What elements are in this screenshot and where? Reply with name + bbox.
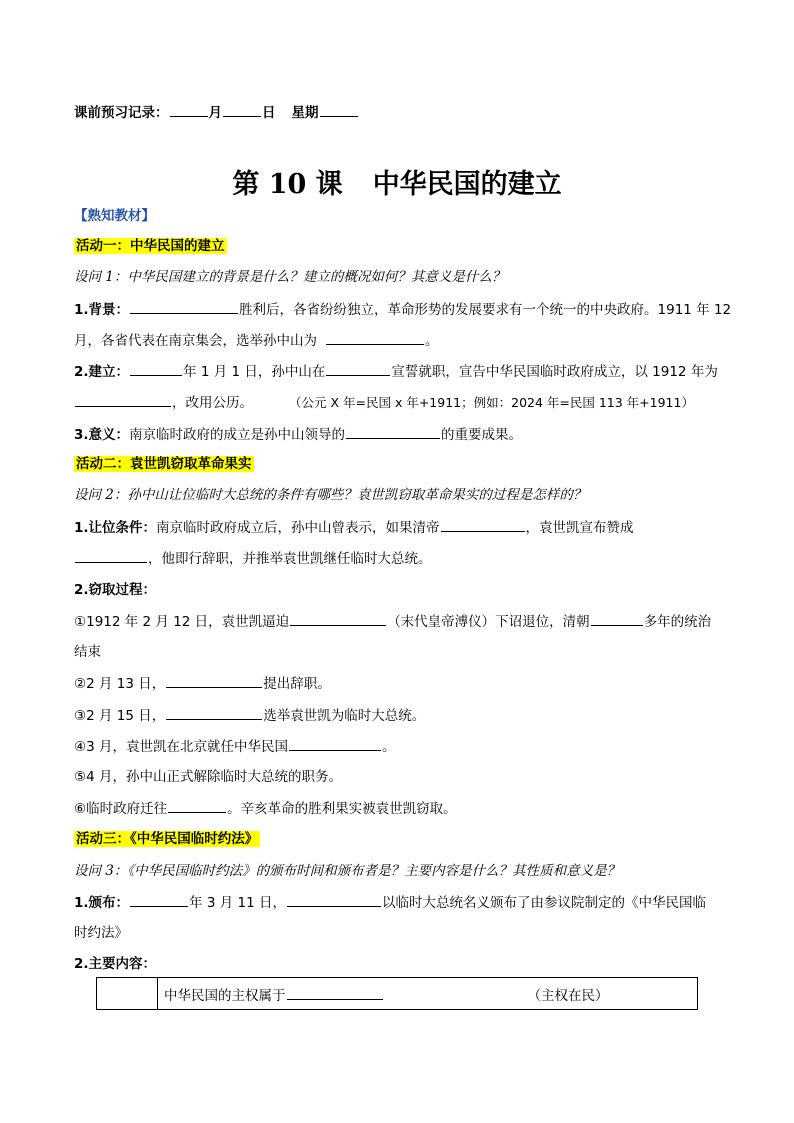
process-item-4: [74, 737, 395, 756]
forced-blank[interactable]: [290, 612, 386, 626]
process-item-1-cont: 结束: [74, 644, 101, 660]
condition-label: 1.让位条件：: [74, 520, 157, 536]
process6-text1: ⑥临时政府迁往: [74, 801, 168, 817]
process1-text2: （末代皇帝溥仪）下诏退位，清朝: [387, 614, 590, 630]
publish-text2: 以临时大总统名义颁布了由参议院制定的《中华民国临: [381, 895, 706, 911]
activity3-publish-line1: [74, 893, 706, 912]
process3-text1: ③2 月 15 日，: [74, 708, 166, 724]
publish-year-blank[interactable]: [130, 893, 188, 907]
significance-label: 3.意义：: [74, 427, 130, 443]
elected-blank[interactable]: [326, 331, 424, 345]
lesson-name: 中华民国的建立: [372, 169, 562, 200]
significance-blank[interactable]: [346, 425, 440, 439]
process2-text2: 提出辞职。: [263, 676, 331, 692]
office-blank[interactable]: [289, 737, 381, 751]
lesson-number: 第 10 课: [232, 169, 343, 200]
capital-blank[interactable]: [168, 799, 226, 813]
condition-text3: ，他即行辞职，并推举袁世凯继任临时大总统。: [148, 551, 432, 567]
activity1-establish-line1: [74, 362, 718, 381]
sovereignty-note: （主权在民）: [527, 987, 609, 1004]
place-blank[interactable]: [326, 362, 390, 376]
weekday-blank[interactable]: [320, 103, 358, 117]
process1-text1: ①1912 年 2 月 12 日，袁世凯逼迫: [74, 614, 290, 630]
activity2-condition-line1: [74, 518, 634, 537]
process-item-1: [74, 612, 711, 631]
background-text2: 月，各省代表在南京集会，选举孙中山为: [74, 333, 317, 349]
establish-text3: ，改用公历。: [172, 395, 253, 411]
day-blank[interactable]: [223, 103, 261, 117]
activity2-condition-line2: [74, 549, 432, 568]
activity1-question: 设问 1：中华民国建立的背景是什么？建立的概况如何？其意义是什么？: [74, 269, 506, 285]
publish-text1: 年 3 月 11 日，: [189, 895, 286, 911]
emperor-blank[interactable]: [441, 518, 525, 532]
condition-text1: 南京临时政府成立后，孙中山曾表示，如果清帝: [156, 520, 440, 536]
process6-text2: 。辛亥革命的胜利果实被袁世凯窃取。: [227, 801, 457, 817]
establish-note: （公元 X 年=民国 x 年+1911；例如：2024 年=民国 113 年+1911）: [289, 395, 694, 410]
process-label: 2.窃取过程：: [74, 582, 157, 598]
day-label: 日: [262, 105, 276, 121]
sovereignty-text: 中华民国的主权属于: [164, 987, 286, 1004]
approve-blank[interactable]: [75, 549, 147, 563]
era-blank[interactable]: [75, 393, 171, 407]
record-label: 课前预习记录：: [74, 105, 169, 121]
preview-record-line: [74, 103, 359, 122]
table-cell-content: [158, 978, 698, 1010]
significance-text1: 南京临时政府的成立是孙中山领导的: [129, 427, 346, 443]
process3-text2: 选举袁世凯为临时大总统。: [263, 708, 426, 724]
significance-text2: 的重要成果。: [441, 427, 523, 443]
activity2-question: 设问 2：孙中山让位临时大总统的条件有哪些？袁世凯窃取革命果实的过程是怎样的？: [74, 487, 587, 503]
activity3-publish-line2: 时约法》: [74, 925, 128, 941]
process1-text3: 多年的统治: [643, 614, 712, 630]
process-item-2: [74, 674, 331, 693]
process4-text1: ④3 月，袁世凯在北京就任中华民国: [74, 739, 288, 755]
page-title: [0, 162, 794, 201]
publisher-blank[interactable]: [287, 893, 381, 907]
establish-text2: 宣誓就职，宣告中华民国临时政府成立，以 1912 年为: [391, 364, 718, 380]
condition-text2: ，袁世凯宣布赞成: [525, 520, 634, 536]
content-table: [96, 977, 698, 1010]
activity1-establish-line2: [74, 393, 694, 412]
establish-text1: 年 1 月 1 日，孙中山在: [183, 364, 326, 380]
activity1-background-line1: [74, 300, 731, 319]
sovereignty-blank[interactable]: [287, 986, 383, 1000]
month-blank[interactable]: [170, 103, 208, 117]
elect-blank[interactable]: [166, 706, 262, 720]
background-end: 。: [425, 333, 439, 349]
process-item-3: [74, 706, 425, 725]
year-blank[interactable]: [130, 362, 182, 376]
process-item-6: [74, 799, 457, 818]
process-item-5: ⑤4 月，孙中山正式解除临时大总统的职务。: [74, 769, 342, 785]
background-blank[interactable]: [130, 300, 238, 314]
activity2-heading: 活动二：袁世凯窃取革命果实: [76, 456, 252, 472]
main-content-label: 2.主要内容：: [74, 956, 157, 972]
activity1-background-line2: [74, 331, 439, 350]
process2-text1: ②2 月 13 日，: [74, 676, 166, 692]
publish-label: 1.颁布：: [74, 895, 130, 911]
resign-blank[interactable]: [166, 674, 262, 688]
process4-text2: 。: [381, 739, 396, 755]
weekday-label: 星期: [291, 105, 319, 121]
month-label: 月: [208, 105, 222, 121]
activity1-heading: 活动一：中华民国的建立: [76, 238, 225, 254]
table-row: [97, 978, 698, 1010]
establish-label: 2.建立：: [74, 364, 130, 380]
background-text: 胜利后，各省纷纷独立，革命形势的发展要求有一个统一的中央政府。1911 年 12: [239, 302, 732, 318]
section-label: 【熟知教材】: [74, 208, 155, 224]
years-blank[interactable]: [591, 612, 643, 626]
activity3-heading: 活动三：《中华民国临时约法》: [76, 831, 259, 847]
activity1-significance: [74, 425, 522, 444]
activity3-question: 设问 3：《中华民国临时约法》的颁布时间和颁布者是？主要内容是什么？其性质和意义是？: [74, 863, 621, 879]
table-cell-label: [97, 978, 158, 1010]
background-label: 1.背景：: [74, 302, 130, 318]
